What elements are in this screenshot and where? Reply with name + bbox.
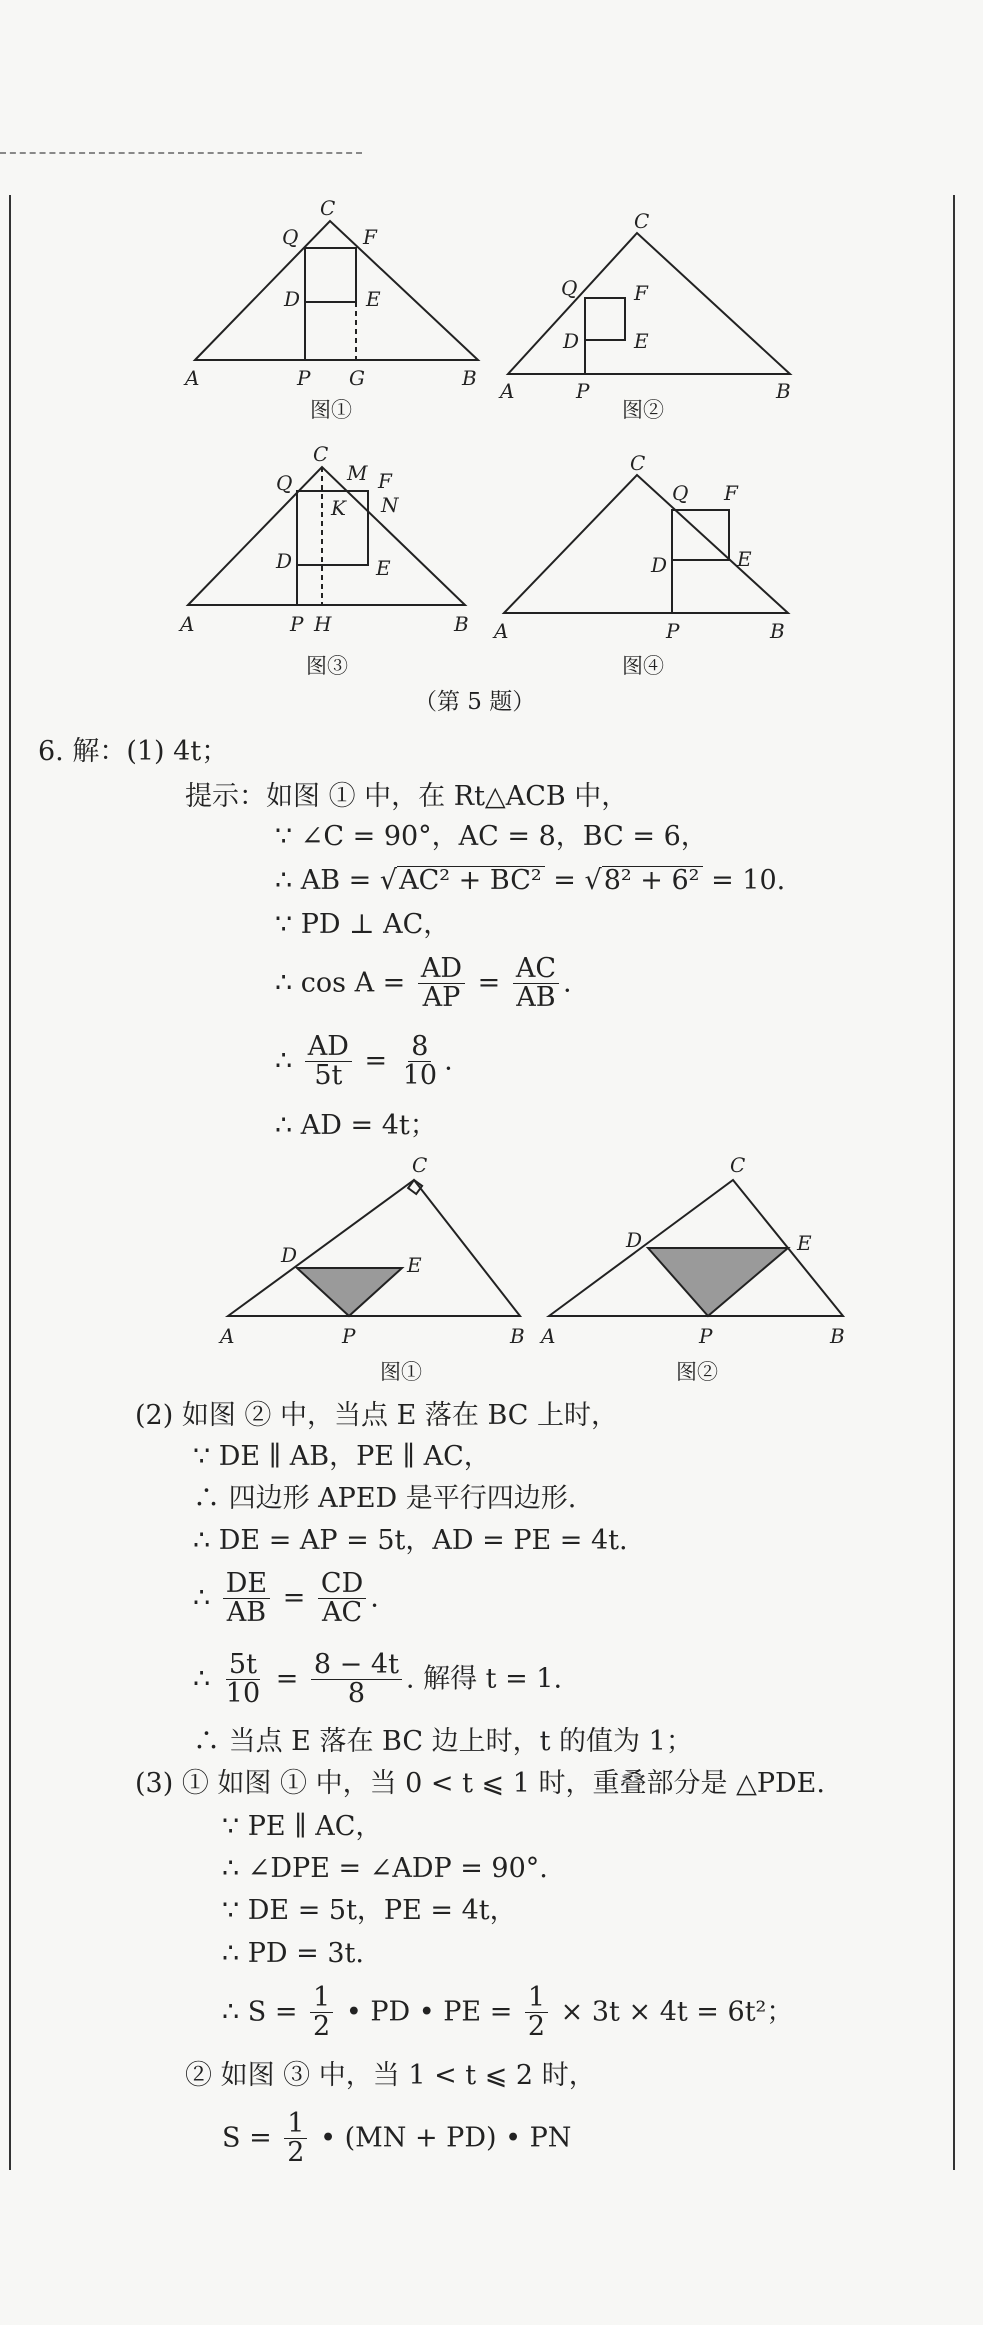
mfig2-label-P: P bbox=[699, 1324, 713, 1348]
fig1-label-Q: Q bbox=[282, 225, 299, 249]
fig3-label-N: N bbox=[381, 493, 399, 517]
p3-line8: S = $\frac{1}{2}$ • (MN + PD) • PN bbox=[222, 2108, 572, 2169]
mfig2-caption: 图② bbox=[676, 1360, 718, 1384]
fig2-label-C: C bbox=[634, 209, 650, 233]
fig1-label-P: P bbox=[297, 366, 311, 390]
mfig1-label-C: C bbox=[412, 1153, 428, 1177]
fig2-label-P: P bbox=[576, 379, 590, 403]
fig3-label-F: F bbox=[378, 469, 392, 493]
p2-line3: ∴ 四边形 APED 是平行四边形. bbox=[193, 1483, 577, 1514]
fig1-label-G: G bbox=[349, 366, 365, 390]
fig2-label-F: F bbox=[634, 281, 648, 305]
mfig1-label-B: B bbox=[510, 1324, 525, 1348]
q6-line3: ∵ PD ⊥ AC， bbox=[275, 909, 451, 940]
q6-hint: 提示：如图 ① 中，在 Rt△ACB 中， bbox=[185, 781, 629, 812]
q6-line2: ∴ AB = √AC² + BC² = √8² + 6² = 10. bbox=[275, 865, 786, 896]
fig3-label-C: C bbox=[313, 442, 329, 466]
fig3-label-K: K bbox=[331, 496, 346, 520]
fig2-label-Q: Q bbox=[561, 276, 578, 300]
fig4-label-P: P bbox=[666, 619, 680, 643]
q6-head: 6. 解：(1) 4t； bbox=[38, 736, 229, 767]
mfig1-caption: 图① bbox=[380, 1360, 422, 1384]
p2-line1: (2) 如图 ② 中，当点 E 落在 BC 上时， bbox=[135, 1400, 619, 1431]
fig1-label-D: D bbox=[284, 287, 301, 311]
fig4-label-C: C bbox=[630, 451, 646, 475]
fig3-caption: 图③ bbox=[306, 654, 348, 678]
p3-line7: ② 如图 ③ 中，当 1 < t ⩽ 2 时， bbox=[185, 2060, 596, 2091]
p2-line7: ∴ 当点 E 落在 BC 边上时，t 的值为 1； bbox=[193, 1726, 693, 1757]
fig3-label-B: B bbox=[454, 612, 469, 636]
fig4-label-F: F bbox=[724, 481, 738, 505]
fig4-label-B: B bbox=[770, 619, 785, 643]
q6-line6: ∴ AD = 4t； bbox=[275, 1110, 437, 1141]
p3-line4: ∵ DE = 5t，PE = 4t， bbox=[222, 1895, 517, 1926]
p3-line1: (3) ① 如图 ① 中，当 0 < t ⩽ 1 时，重叠部分是 △PDE. bbox=[135, 1768, 825, 1799]
mfig2-label-B: B bbox=[830, 1324, 845, 1348]
figure-6-group bbox=[0, 1150, 983, 1390]
mfig2-label-C: C bbox=[730, 1153, 746, 1177]
fig3-label-A: A bbox=[180, 612, 195, 636]
fig3-label-H: H bbox=[314, 612, 332, 636]
mfig2-label-E: E bbox=[797, 1231, 812, 1255]
p3-line6: ∴ S = $\frac{1}{2}$ • PD • PE = $\frac{1}{2}$ × 3t × 4t = 6t²； bbox=[222, 1982, 794, 2043]
p2-line2: ∵ DE ∥ AB，PE ∥ AC， bbox=[193, 1441, 491, 1472]
fig2-label-E: E bbox=[634, 329, 649, 353]
mfig1-label-P: P bbox=[342, 1324, 356, 1348]
fig4-label-A: A bbox=[494, 619, 509, 643]
fig3-label-D: D bbox=[276, 549, 293, 573]
mfig1-label-D: D bbox=[281, 1243, 298, 1267]
fig1-label-A: A bbox=[185, 366, 200, 390]
q6-line1: ∵ ∠C = 90°，AC = 8，BC = 6， bbox=[275, 821, 708, 852]
top-dashed-rule bbox=[0, 152, 362, 154]
fig4-label-D: D bbox=[651, 553, 668, 577]
mfig1-label-E: E bbox=[407, 1253, 422, 1277]
figure-group-caption: （第 5 题） bbox=[414, 689, 536, 715]
fig3-label-M: M bbox=[347, 461, 368, 485]
fig1-label-E: E bbox=[366, 287, 381, 311]
fig3-label-Q: Q bbox=[276, 471, 293, 495]
fig2-label-D: D bbox=[563, 329, 580, 353]
p3-line3: ∴ ∠DPE = ∠ADP = 90°. bbox=[222, 1853, 548, 1884]
p2-line5: ∴ $\frac{DE}{AB}$ = $\frac{CD}{AC}$ . bbox=[193, 1568, 379, 1629]
fig3-label-P: P bbox=[290, 612, 304, 636]
mfig1-label-A: A bbox=[220, 1324, 235, 1348]
fig4-label-E: E bbox=[737, 547, 752, 571]
fig1-label-F: F bbox=[363, 225, 377, 249]
p2-line6: ∴ $\frac{5t}{10}$ = $\frac{8 - 4t}{8}$ . 解得 t = 1. bbox=[193, 1649, 563, 1710]
fig1-label-C: C bbox=[320, 196, 336, 220]
p3-line2: ∵ PE ∥ AC， bbox=[222, 1811, 383, 1842]
p2-line4: ∴ DE = AP = 5t，AD = PE = 4t. bbox=[193, 1525, 628, 1556]
fig2-label-B: B bbox=[776, 379, 791, 403]
q6-line5: ∴ $\frac{AD}{5t}$ = $\frac{8}{10}$ . bbox=[275, 1031, 453, 1092]
figure-5-group bbox=[0, 190, 983, 720]
fig2-caption: 图② bbox=[622, 398, 664, 422]
mfig2-label-D: D bbox=[626, 1228, 643, 1252]
fig3-label-E: E bbox=[376, 556, 391, 580]
fig1-label-B: B bbox=[462, 366, 477, 390]
fig1-caption: 图① bbox=[310, 398, 352, 422]
fig4-label-Q: Q bbox=[672, 481, 689, 505]
fig2-label-A: A bbox=[500, 379, 515, 403]
q6-line4: ∴ cos A = $\frac{AD}{AP}$ = $\frac{AC}{AB}$ . bbox=[275, 953, 572, 1014]
mfig2-label-A: A bbox=[541, 1324, 556, 1348]
p3-line5: ∴ PD = 3t. bbox=[222, 1938, 364, 1969]
fig4-caption: 图④ bbox=[622, 654, 664, 678]
